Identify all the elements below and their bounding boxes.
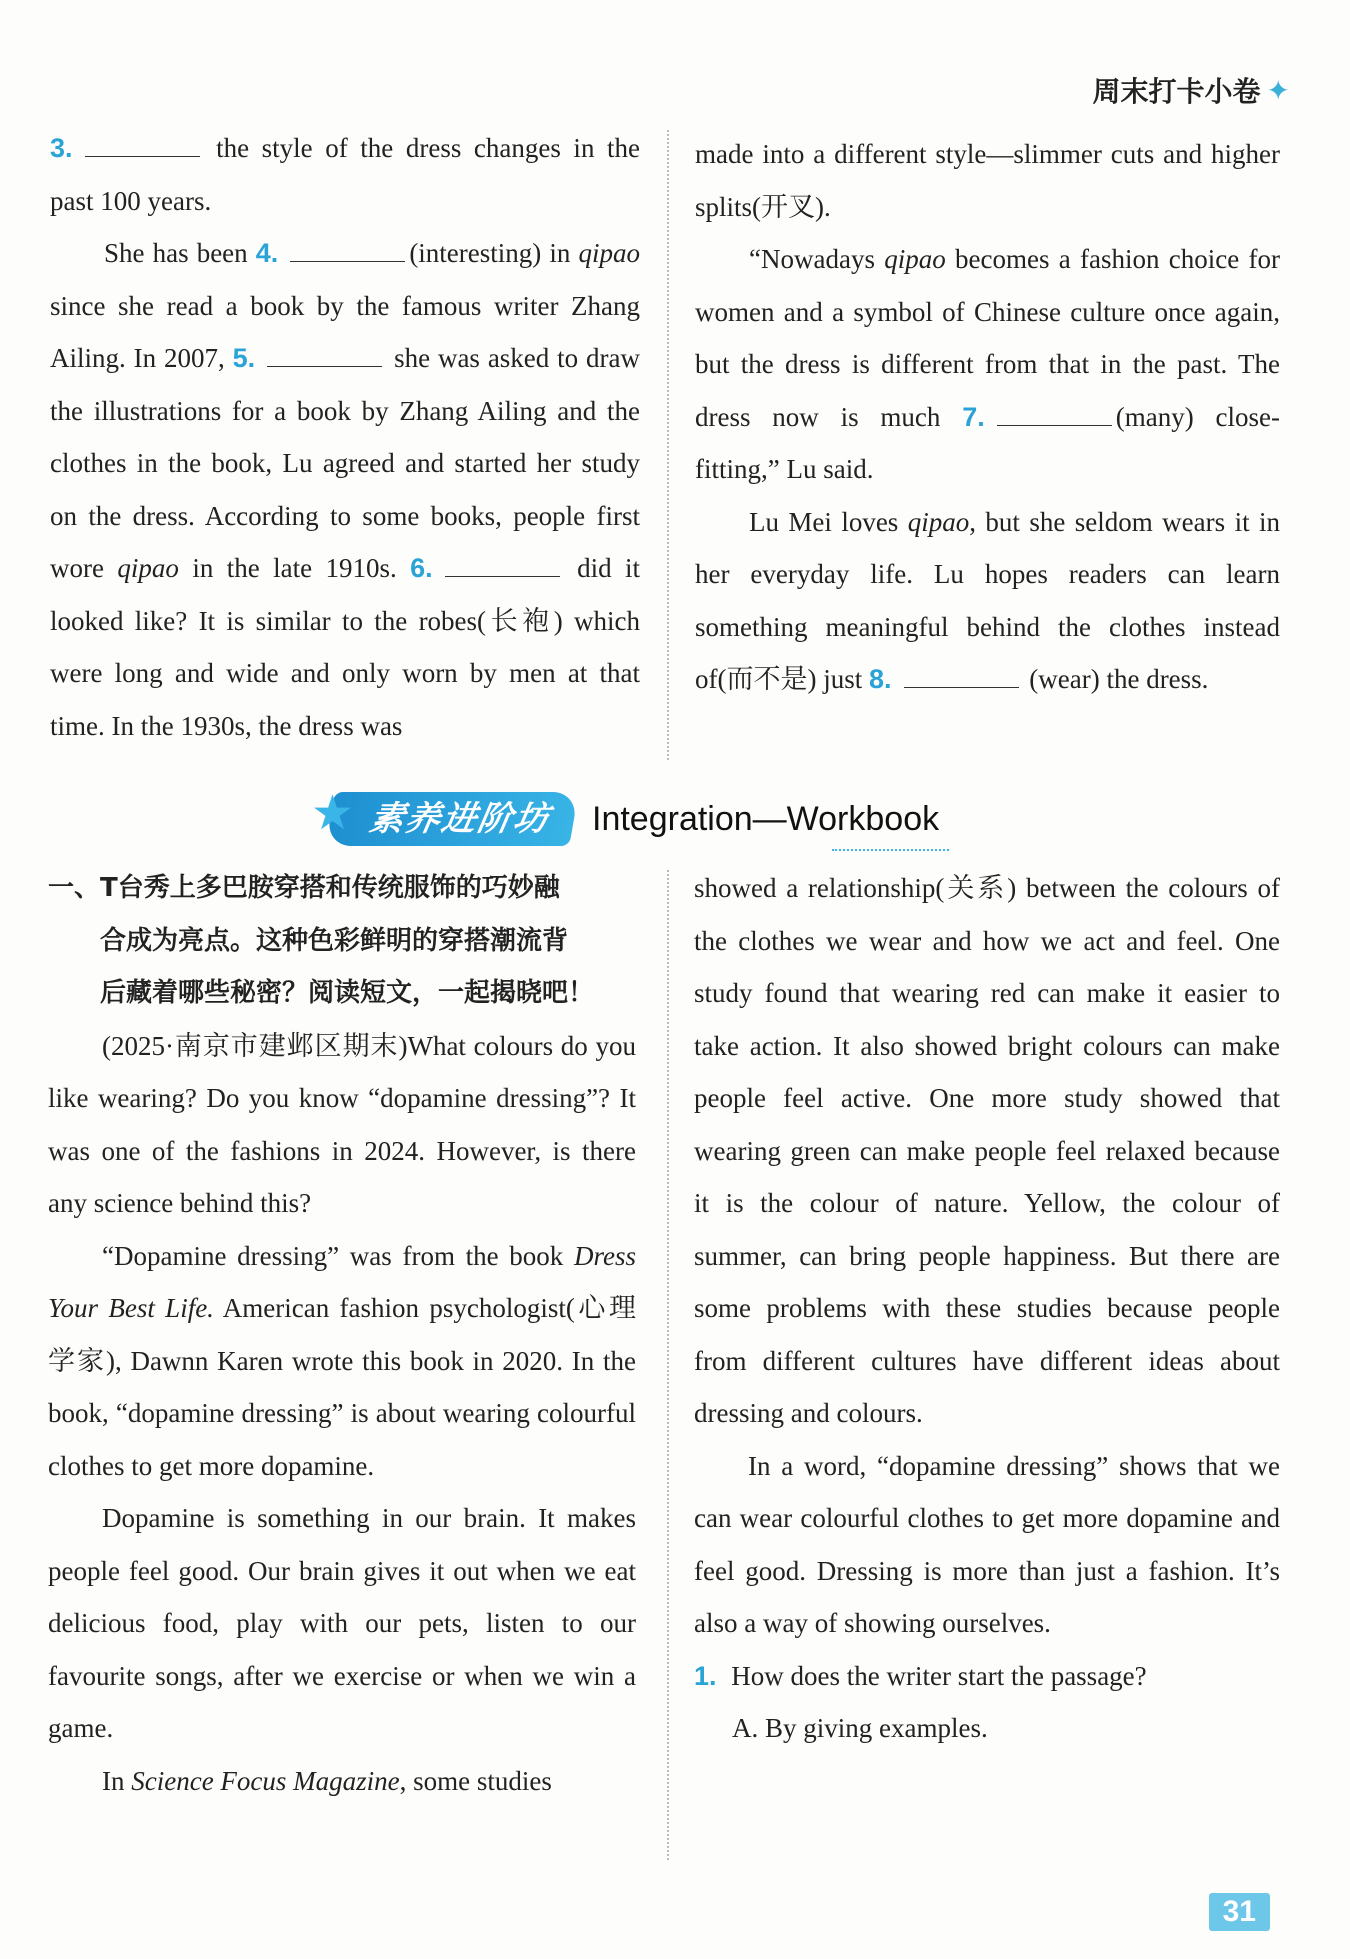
text-span: She has been bbox=[104, 238, 248, 268]
question-number: 7. bbox=[962, 401, 985, 432]
text-span: “Dopamine dressing” was from the book bbox=[102, 1240, 564, 1271]
section-heading bbox=[48, 862, 636, 1020]
question-number: 8. bbox=[868, 664, 892, 694]
question-text: How does the writer start the passage? bbox=[731, 1660, 1147, 1691]
text-span: , but she seldom wears it in her everyday life. Lu hopes readers can learn something meaningful behind the clothes instead of(而不是) just bbox=[695, 506, 1280, 694]
heading-line: 合成为亮点。这种色彩鲜明的穿搭潮流背 bbox=[100, 925, 569, 956]
text-span: American fashion psychologist(心理学家), Dawnn Karen wrote this book in 2020. In the book, “dopamine dressing” is about wearing colourful clothes to get more dopamine. bbox=[48, 1293, 636, 1481]
column-divider bbox=[667, 870, 669, 1860]
text-span: in the late 1910s. bbox=[192, 553, 397, 583]
answer-blank[interactable] bbox=[997, 405, 1112, 426]
text-span: since she read a book by the famous writer Zhang Ailing. In 2007, bbox=[50, 290, 640, 373]
italic-term: Dress Your Best Life. bbox=[48, 1240, 637, 1323]
italic-term: qipao bbox=[884, 244, 946, 274]
question-1 bbox=[694, 1650, 1280, 1703]
paragraph bbox=[50, 227, 640, 752]
hint-text: (many) close-fitting,” Lu said. bbox=[695, 401, 1281, 484]
paragraph: In a word, “dopamine dressing” shows that we can wear colourful clothes to get more dopamine and feel good. Dressing is more than just a fashion. It’s also a way of showing ourselves. bbox=[694, 1450, 1280, 1638]
text-span: , some studies bbox=[399, 1765, 552, 1796]
text-span: What colours do you like wearing? Do you know “dopamine dressing”? It was one of the fashions in 2024. However, is there any science behind this? bbox=[48, 1030, 637, 1218]
italic-term: qipao bbox=[578, 238, 640, 268]
question-number: 3. bbox=[50, 133, 73, 163]
paragraph bbox=[48, 1020, 636, 1230]
top-left-column bbox=[50, 122, 640, 752]
bottom-right-column bbox=[694, 862, 1280, 1755]
option-label: A. By giving examples. bbox=[732, 1713, 988, 1743]
answer-blank[interactable] bbox=[445, 556, 560, 577]
question-3 bbox=[50, 122, 640, 227]
paragraph: made into a different style—slimmer cuts and higher splits(开叉). bbox=[695, 139, 1280, 222]
paragraph: Dopamine is something in our brain. It makes people feel good. Our brain gives it out when we eat delicious food, play with our pets, listen to our favourite songs, after we exercise or when we win a game. bbox=[48, 1503, 636, 1743]
paragraph bbox=[695, 233, 1280, 496]
star-icon: ★ bbox=[311, 785, 357, 841]
bottom-left-column bbox=[48, 862, 636, 1807]
answer-blank[interactable] bbox=[85, 136, 200, 157]
answer-blank[interactable] bbox=[290, 241, 405, 262]
question-number: 6. bbox=[410, 553, 433, 583]
hint-text: (wear) the dress. bbox=[1029, 664, 1209, 694]
text-span: Lu Mei loves bbox=[749, 506, 899, 537]
paragraph bbox=[48, 1230, 636, 1493]
top-right-column bbox=[695, 128, 1280, 706]
text-span: “Nowadays bbox=[749, 244, 875, 274]
text-span: becomes a fashion choice for women and a symbol of Chinese culture once again, but the dress is different from that in the past. The dress now is much bbox=[695, 244, 1281, 432]
paragraph bbox=[695, 496, 1280, 706]
question-text: the style of the dress changes in the past 100 years. bbox=[50, 133, 640, 216]
question-number: 1. bbox=[694, 1660, 717, 1691]
heading-line: 后藏着哪些秘密？阅读短文，一起揭晓吧！ bbox=[100, 978, 595, 1008]
banner-badge bbox=[311, 785, 579, 846]
column-divider bbox=[667, 130, 669, 760]
banner-title: Integration—Workbook bbox=[592, 799, 940, 838]
answer-blank[interactable] bbox=[267, 346, 382, 367]
section-tag bbox=[1093, 70, 1290, 110]
italic-term: Science Focus Magazine bbox=[131, 1765, 400, 1796]
text-span: In bbox=[102, 1765, 125, 1796]
page-number: 31 bbox=[1209, 1893, 1270, 1931]
paragraph bbox=[48, 1755, 636, 1808]
question-number: 5. bbox=[232, 343, 256, 373]
question-number: 4. bbox=[255, 238, 279, 268]
paragraph: showed a relationship(关系) between the colours of the clothes we wear and how we act and feel. One study found that wearing red can make it easier to take action. It also showed bright colours can make people feel active. One more study showed that wearing green can make people feel relaxed because it is the colour of nature. Yellow, the colour of summer, can bring people happiness. But there are some problems with these studies because people from different cultures have different ideas about dressing and colours. bbox=[694, 873, 1280, 1428]
section-banner bbox=[311, 785, 940, 848]
text-span: did it looked like? It is similar to the robes(长袍) which were long and wide and only worn by men at that time. In the 1930s, the dress was bbox=[50, 553, 641, 741]
banner-badge-label: 素养进阶坊 bbox=[366, 799, 554, 839]
option-a[interactable] bbox=[694, 1702, 1280, 1755]
hint-text: (interesting) in bbox=[409, 238, 571, 268]
section-tag-label: 周末打卡小卷 bbox=[1092, 75, 1261, 108]
source-note: (2025·南京市建邺区期末) bbox=[102, 1030, 408, 1061]
sparkle-icon: ✦ bbox=[1266, 73, 1290, 107]
italic-term: qipao bbox=[117, 553, 179, 583]
italic-term: qipao bbox=[907, 506, 970, 537]
answer-blank[interactable] bbox=[904, 667, 1019, 688]
text-span: she was asked to draw the illustrations for a book by Zhang Ailing and the clothes in the book, Lu agreed and started her study on the dress. According to some books, people first wore bbox=[50, 343, 641, 583]
heading-line: 一、T台秀上多巴胺穿搭和传统服饰的巧妙融 bbox=[48, 873, 560, 903]
